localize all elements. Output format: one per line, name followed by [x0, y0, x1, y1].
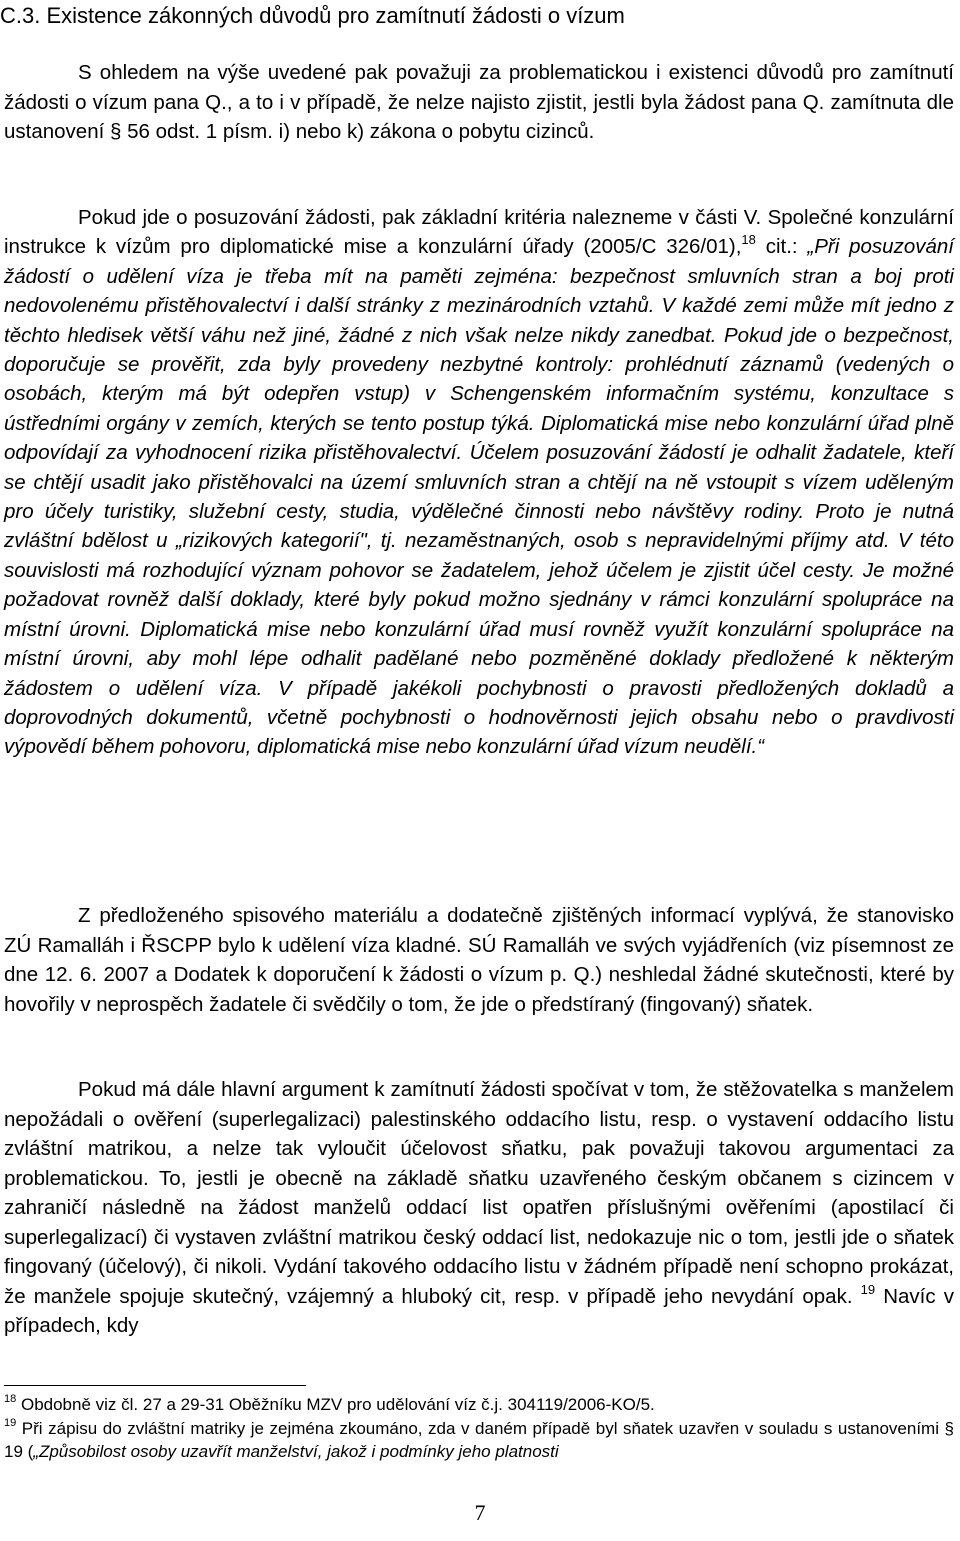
footnote-ref-19[interactable]: 19: [860, 1281, 876, 1297]
citation-label: cit.:: [755, 235, 808, 259]
footnote-ref-18[interactable]: 18: [741, 232, 756, 248]
quoted-instruction: [4, 235, 954, 758]
section-heading: C.3. Existence zákonných důvodů pro zamítnutí žádosti o vízum: [0, 3, 625, 28]
footnote-19: [4, 1417, 954, 1463]
footnote-text: Při zápisu do zvláštní matriky je zejména zkoumáno, zda v daném případě byl sňatek uzavřen v souladu s ustanoveními § 19 (: [4, 1419, 954, 1461]
paragraph-1: [4, 58, 954, 147]
footnote-number: 18: [4, 1393, 17, 1405]
quote-close-mark: “: [757, 735, 765, 759]
paragraph-2: [4, 203, 954, 762]
paragraph-3: [4, 901, 954, 1019]
paragraph-4: [4, 1075, 954, 1341]
quote-open-mark: „: [807, 235, 815, 259]
footnote-text: Obdobně viz čl. 27 a 29-31 Oběžníku MZV pro udělování víz č.j. 304119/2006-KO/5.: [16, 1395, 655, 1414]
paragraph-4-tail: Navíc v případech, kdy: [4, 1284, 954, 1337]
footnote-18: [4, 1393, 954, 1416]
paragraph-2-lead: Pokud jde o posuzování žádosti, pak základní kritéria nalezneme v části V. Společné konzulární instrukce k vízům pro diplomatické mise a konzulární úřady (2005/C 326/01),: [4, 206, 954, 259]
footnote-separator: [4, 1385, 306, 1386]
footnote-number: 19: [4, 1417, 17, 1429]
paragraph-3-text: Z předloženého spisového materiálu a dodatečně zjištěných informací vyplývá, že stanovisko ZÚ Ramalláh i ŘSCPP bylo k udělení víza kladné. SÚ Ramalláh ve svých vyjádřeních (viz písemnost ze dne 12. 6. 2007 a Dodatek k doporučení k žádosti o vízum p. Q.) neshledal žádné skutečnosti, které by hovořily v neprospěch žadatele či svědčily o tom, že jde o předstíraný (fingovaný) sňatek.: [4, 904, 954, 1016]
paragraph-4-text: Pokud má dále hlavní argument k zamítnutí žádosti spočívat v tom, že stěžovatelka s manželem nepožádali o ověření (superlegalizaci) palestinského oddacího listu, resp. o vystavení oddacího listu zvláštní matrikou, a nelze tak vyloučit účelovost sňatku, pak považuji takovou argumentaci za problematickou. To, jestli je obecně na základě sňatku uzavřeného českým občanem s cizincem v zahraničí následně na žádost manželů oddací list opatřen příslušnými ověřeními (apostilací či superlegalizací) či vystaven zvláštní matrikou český oddací list, nedokazuje nic o tom, jestli jde o sňatek fingovaný (účelový), či nikoli. Vydání takového oddacího listu v žádném případě není schopno prokázat, že manžele spojuje skutečný, vzájemný a hluboký cit, resp. v případě jeho nevydání opak.: [4, 1078, 954, 1308]
footnote-quote: „Způsobilost osoby uzavřít manželství, jakož i podmínky jeho platnosti: [33, 1442, 559, 1461]
page-number: 7: [474, 1500, 486, 1525]
paragraph-1-text: S ohledem na výše uvedené pak považuji za problematickou i existenci důvodů pro zamítnutí žádosti o vízum pana Q., a to i v případě, že nelze najisto zjistit, jestli byla žádost pana Q. zamítnuta dle ustanovení § 56 odst. 1 písm. i) nebo k) zákona o pobytu cizinců.: [4, 61, 954, 143]
quote-text: Při posuzování žádostí o udělení víza je třeba mít na paměti zejména: bezpečnost smluvních stran a boj proti nedovolenému přistěhovalectví i další stránky z mezinárodních vztahů. V každé zemi může mít jedno z těchto hledisek větší váhu než jiné, žádné z nich však nelze nikdy zanedbat. Pokud jde o bezpečnost, doporučuje se prověřit, zda byly provedeny nezbytné kontroly: prohlédnutí záznamů (vedených o osobách, kterým má být odepřen vstup) v Schengenském informačním systému, konzultace s ústředními orgány v zemích, kterých se tento postup týká. Diplomatická mise nebo konzulární úřad plně odpovídají za vyhodnocení rizika přistěhovalectví. Účelem posuzování žádostí je odhalit žadatele, kteří se chtějí usadit jako přistěhovalci na území smluvních stran a chtějí na ně vstoupit s vízem uděleným pro účely turistiky, služební cesty, studia, výdělečné činnosti nebo návštěvy rodiny. Proto je nutná zvláštní bdělost u „rizikových kategorií", tj. nezaměstnaných, osob s nepravidelnými příjmy atd. V této souvislosti má rozhodující význam pohovor se žadatelem, jehož účelem je zjistit účel cesty. Je možné požadovat rovněž další doklady, které byly pokud možno sjednány v rámci konzulární spolupráce na místní úrovni. Diplomatická mise nebo konzulární úřad musí rovněž využít konzulární spolupráce na místní úrovni, aby mohl lépe odhalit padělané nebo pozměněné doklady předložené k některým žádostem o udělení víza. V případě jakékoli pochybnosti o pravosti předložených dokladů a doprovodných dokumentů, včetně pochybnosti o hodnověrnosti jejich obsahu nebo o pravdivosti výpovědí během pohovoru, diplomatická mise nebo konzulární úřad vízum neudělí.: [4, 235, 954, 759]
